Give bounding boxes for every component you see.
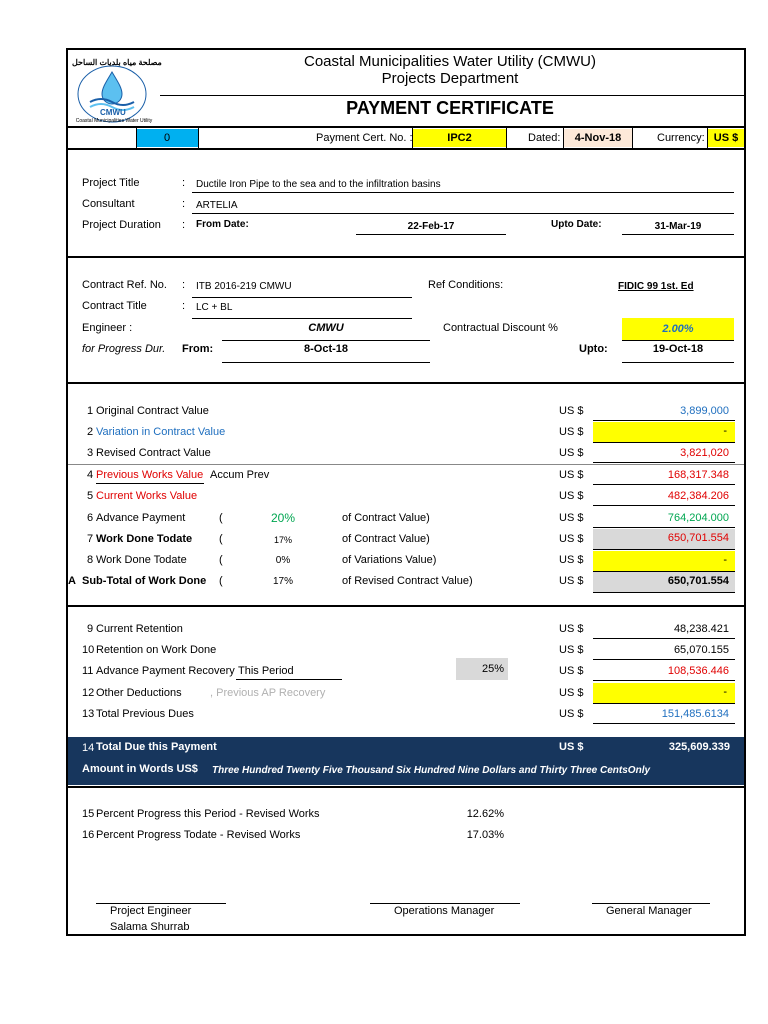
item-6-open: (: [219, 512, 223, 524]
progress-upto-value: 19-Oct-18: [652, 343, 704, 355]
item-7-currency: US $: [559, 533, 584, 545]
item-7-value: 650,701.554: [593, 529, 735, 549]
currency-value[interactable]: US $: [708, 129, 744, 147]
progress-dur-label: for Progress Dur.: [82, 343, 166, 355]
item-6-label: Advance Payment: [96, 512, 186, 524]
doc-title: PAYMENT CERTIFICATE: [346, 98, 554, 118]
engineer-value: CMWU: [308, 322, 344, 334]
colon: :: [182, 279, 186, 291]
discount-label: Contractual Discount %: [443, 322, 558, 334]
from-date-value: 22-Feb-17: [407, 221, 455, 232]
item-4-value: 168,317.348: [667, 469, 729, 481]
item-11-currency: US $: [559, 665, 584, 677]
item-12-value[interactable]: -: [593, 683, 735, 703]
operations-manager-title: Operations Manager: [394, 905, 495, 917]
upto-date-value: 31-Mar-19: [654, 221, 702, 232]
item-8-pct: 0%: [275, 555, 291, 566]
ref-conditions-label: Ref Conditions:: [428, 279, 504, 291]
project-engineer-title: Project Engineer: [110, 905, 192, 917]
item-4-currency: US $: [559, 469, 584, 481]
item-4-extra: Accum Prev: [210, 469, 270, 481]
item-13-value: 151,485.6134: [661, 708, 729, 720]
item-3-label: Revised Contract Value: [96, 447, 211, 459]
org-name: Coastal Municipalities Water Utility (CMWU): [304, 53, 596, 70]
item-6-no: 6: [87, 512, 94, 524]
item-9-currency: US $: [559, 623, 584, 635]
logo-english-text: Coastal Municipalities Water Utility: [75, 118, 153, 124]
cert-no-value[interactable]: IPC2: [413, 129, 506, 147]
from-date-label: From Date:: [196, 219, 249, 230]
item-a-value: 650,701.554: [593, 572, 735, 592]
item-2-currency: US $: [559, 426, 584, 438]
dated-value[interactable]: 4-Nov-18: [564, 129, 632, 147]
item-7-open: (: [219, 533, 223, 545]
item-a-no: A: [68, 575, 76, 587]
item-5-value: 482,384.206: [667, 490, 729, 502]
contract-title-value: LC + BL: [196, 302, 233, 313]
contract-ref-label: Contract Ref. No.: [82, 279, 167, 291]
item-11-pct: 25%: [456, 658, 508, 680]
item-6-pct: 20%: [270, 511, 296, 525]
cert-no-label: Payment Cert. No. :: [316, 132, 413, 144]
item-3-no: 3: [87, 447, 94, 459]
project-engineer-name: Salama Shurrab: [110, 921, 190, 933]
item-9-no: 9: [87, 623, 94, 635]
logo-arabic-text: مصلحة مياه بلديات الساحل: [72, 58, 162, 67]
contract-ref-value: ITB 2016-219 CMWU: [196, 281, 292, 292]
colon: :: [182, 300, 186, 312]
item-12-no: 12: [82, 687, 95, 699]
item-10-value: 65,070.155: [673, 644, 729, 656]
item-11-label: Advance Payment Recovery: [96, 665, 235, 677]
item-5-no: 5: [87, 490, 94, 502]
item-8-label: Work Done Todate: [96, 554, 187, 566]
item-1-value: 3,899,000: [680, 405, 729, 417]
item-5-label: Current Works Value: [96, 490, 198, 502]
item-15-value: 12.62%: [466, 808, 504, 820]
contract-title-label: Contract Title: [82, 300, 147, 312]
item-2-value[interactable]: -: [593, 422, 735, 442]
dated-label: Dated:: [528, 132, 561, 144]
item-7-pct: 17%: [273, 535, 292, 545]
item-1-label: Original Contract Value: [96, 405, 209, 417]
item-8-value[interactable]: -: [593, 551, 735, 571]
amount-words-value: Three Hundred Twenty Five Thousand Six Hundred Nine Dollars and Thirty Three CentsOnly: [212, 765, 651, 776]
item-14-label: Total Due this Payment: [96, 741, 217, 753]
item-6-of: of Contract Value): [342, 512, 430, 524]
item-a-open: (: [219, 575, 223, 587]
item-10-currency: US $: [559, 644, 584, 656]
item-11-no: 11: [82, 665, 94, 677]
progress-from-value: 8-Oct-18: [303, 343, 349, 355]
item-16-label: Percent Progress Todate - Revised Works: [96, 829, 301, 841]
item-10-label: Retention on Work Done: [96, 644, 217, 656]
item-a-pct: 17%: [272, 576, 293, 587]
consultant-label: Consultant: [82, 198, 135, 210]
duration-label: Project Duration: [82, 219, 161, 231]
item-6-value: 764,204.000: [667, 512, 729, 524]
item-8-currency: US $: [559, 554, 584, 566]
item-10-no: 10: [82, 644, 95, 656]
item-4-label: Previous Works Value: [96, 469, 204, 481]
cert-index: 0: [136, 129, 198, 147]
item-4-no: 4: [87, 469, 94, 481]
item-14-value: 325,609.339: [668, 741, 730, 753]
item-6-currency: US $: [559, 512, 584, 524]
item-5-currency: US $: [559, 490, 584, 502]
amount-words-label: Amount in Words US$: [82, 763, 198, 775]
item-1-no: 1: [87, 405, 94, 417]
item-12-label: Other Deductions: [96, 687, 182, 699]
logo-text: CMWU: [100, 108, 126, 117]
item-9-label: Current Retention: [96, 623, 183, 635]
item-11-value: 108,536.446: [667, 665, 729, 677]
item-11-extra: This Period: [238, 665, 294, 677]
item-7-label: Work Done Todate: [96, 533, 193, 545]
item-3-currency: US $: [559, 447, 584, 459]
colon: :: [182, 219, 186, 231]
item-16-no: 16: [82, 829, 95, 841]
consultant-value: ARTELIA: [196, 200, 238, 211]
item-15-label: Percent Progress this Period - Revised Works: [96, 808, 320, 820]
item-3-value: 3,821,020: [680, 447, 729, 459]
project-title-value: Ductile Iron Pipe to the sea and to the infiltration basins: [196, 179, 441, 190]
discount-value[interactable]: 2.00%: [622, 318, 734, 340]
currency-label: Currency:: [657, 132, 705, 144]
engineer-label: Engineer :: [82, 322, 133, 334]
colon: :: [182, 198, 186, 210]
item-16-value: 17.03%: [466, 829, 504, 841]
item-a-currency: US $: [559, 575, 584, 587]
item-15-no: 15: [82, 808, 95, 820]
item-1-currency: US $: [559, 405, 584, 417]
colon: :: [182, 177, 186, 189]
item-a-of: of Revised Contract Value): [342, 575, 473, 587]
upto-date-label: Upto Date:: [551, 219, 602, 230]
item-8-of: of Variations Value): [342, 554, 437, 566]
item-7-of: of Contract Value): [342, 533, 430, 545]
item-13-currency: US $: [559, 708, 584, 720]
item-13-label: Total Previous Dues: [96, 708, 194, 720]
item-12-currency: US $: [559, 687, 584, 699]
item-7-no: 7: [87, 533, 94, 545]
item-2-label: Variation in Contract Value: [96, 426, 226, 438]
general-manager-title: General Manager: [606, 905, 692, 917]
item-9-value: 48,238.421: [673, 623, 729, 635]
department-name: Projects Department: [381, 70, 519, 87]
ref-conditions-value: FIDIC 99 1st. Ed: [618, 281, 694, 292]
project-title-label: Project Title: [82, 177, 140, 189]
item-13-no: 13: [82, 708, 95, 720]
item-2-no: 2: [87, 426, 94, 438]
item-8-open: (: [219, 554, 223, 566]
progress-upto-label: Upto:: [579, 343, 608, 355]
item-14-currency: US $: [559, 741, 584, 753]
item-8-no: 8: [87, 554, 94, 566]
progress-from-label: From:: [182, 343, 214, 355]
item-a-label: Sub-Total of Work Done: [82, 575, 207, 587]
item-14-no: 14: [82, 742, 95, 754]
item-12-extra: , Previous AP Recovery: [210, 687, 326, 699]
